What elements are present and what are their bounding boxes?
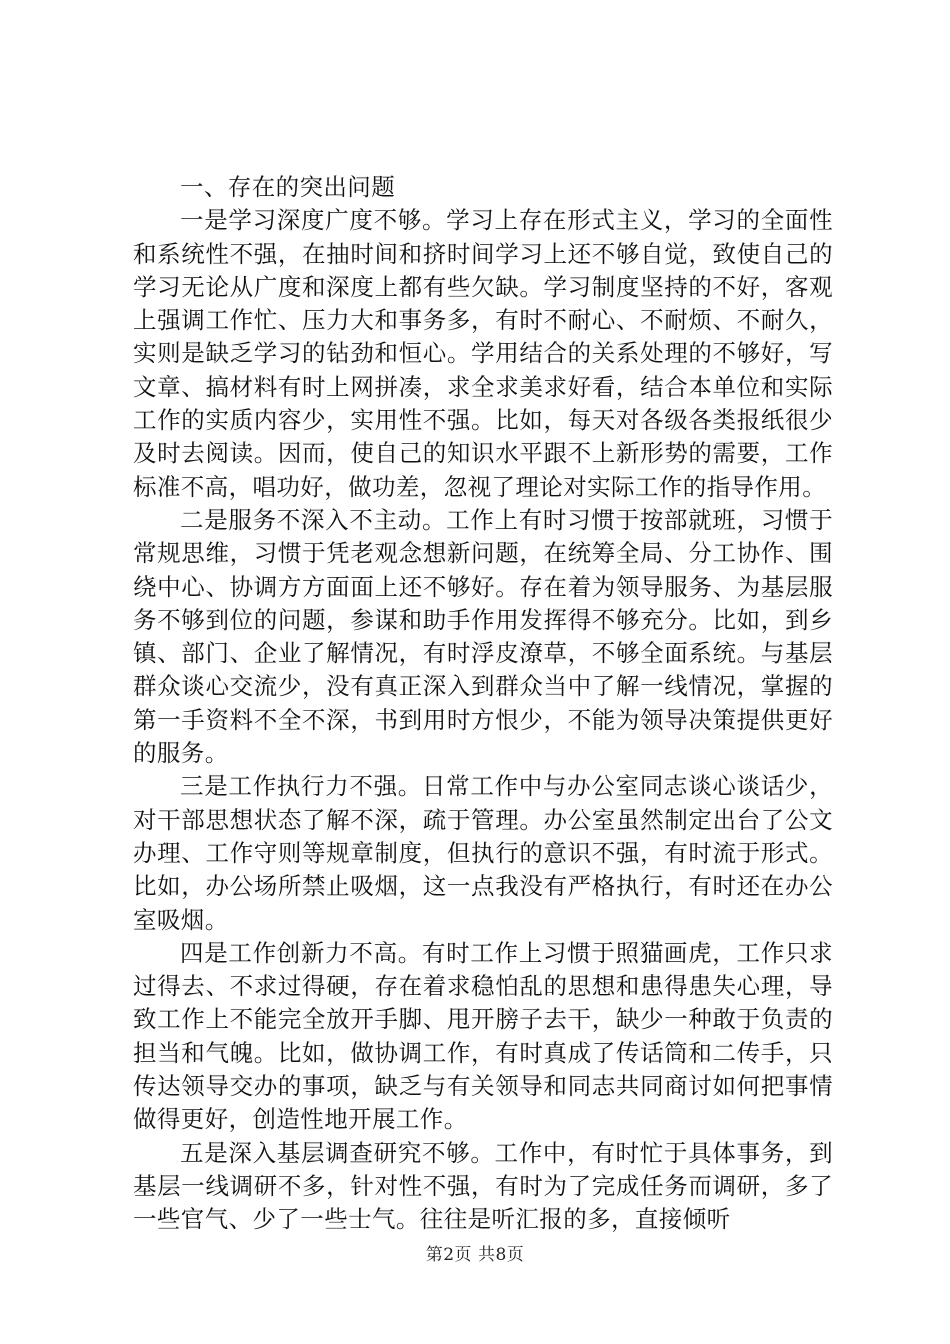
- page-number-footer: 第2页 共8页: [425, 1245, 525, 1265]
- paragraph-execution: 三是工作执行力不强。日常工作中与办公室同志谈心谈话少，对干部思想状态了解不深，疏于管理。办公室虽然制定出台了公文办理、工作守则等规章制度，但执行的意识不强，有时流于形式。比如，办公场所禁止吸烟，这一点我没有严格执行，有时还在办公室吸烟。: [133, 772, 833, 934]
- paragraph-innovation: 四是工作创新力不高。有时工作上习惯于照猫画虎，工作只求过得去、不求过得硬，存在着求稳怕乱的思想和患得患失心理，导致工作上不能完全放开手脚、甩开膀子去干，缺少一种敢于负责的担当和气魄。比如，做协调工作，有时真成了传话筒和二传手，只传达领导交办的事项，缺乏与有关领导和同志共同商讨如何把事情做得更好，创造性地开展工作。: [133, 938, 833, 1134]
- paragraph-study: 一是学习深度广度不够。学习上存在形式主义，学习的全面性和系统性不强，在抽时间和挤时间学习上还不够自觉，致使自己的学习无论从广度和深度上都有些欠缺。学习制度坚持的不好，客观上强调工作忙、压力大和事务多，有时不耐心、不耐烦、不耐久，实则是缺乏学习的钻劲和恒心。学用结合的关系处理的不够好，写文章、搞材料有时上网拼凑，求全求美求好看，结合本单位和实际工作的实质内容少，实用性不强。比如，每天对各级各类报纸很少及时去阅读。因而，使自己的知识水平跟不上新形势的需要，工作标准不高，唱功好，做功差，忽视了理论对实际工作的指导作用。: [133, 206, 833, 501]
- paragraph-service: 二是服务不深入不主动。工作上有时习惯于按部就班，习惯于常规思维，习惯于凭老观念想新问题，在统筹全局、分工协作、围绕中心、协调方方面面上还不够好。存在着为领导服务、为基层服务不够到位的问题，参谋和助手作用发挥得不够充分。比如，到乡镇、部门、企业了解情况，有时浮皮潦草，不够全面系统。与基层群众谈心交流少，没有真正深入到群众当中了解一线情况，掌握的第一手资料不全不深，书到用时方恨少，不能为领导决策提供更好的服务。: [133, 505, 833, 768]
- paragraph-research: 五是深入基层调查研究不够。工作中，有时忙于具体事务，到基层一线调研不多，针对性不强，有时为了完成任务而调研，多了一些官气、少了一些士气。往往是听汇报的多，直接倾听: [133, 1138, 833, 1234]
- document-body: [133, 171, 833, 1237]
- section-heading: 一、存在的突出问题: [180, 173, 396, 201]
